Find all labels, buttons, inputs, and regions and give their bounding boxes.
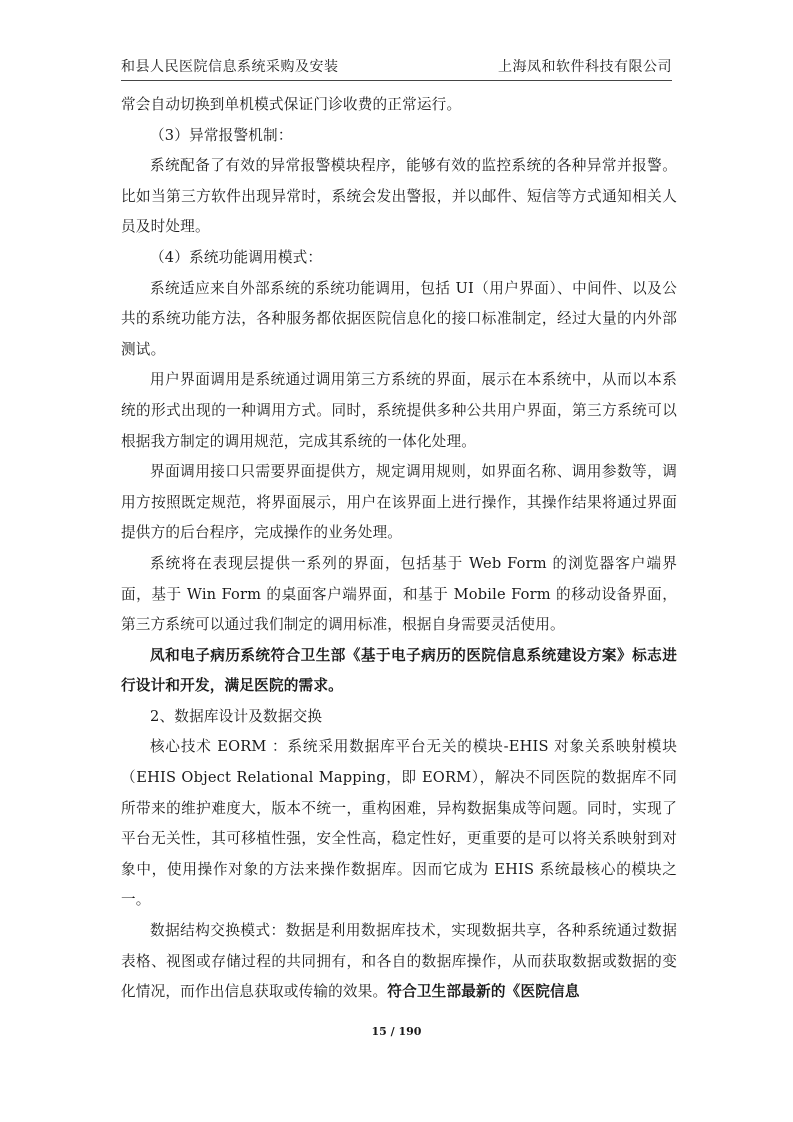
section-heading: （3）异常报警机制： (150, 126, 293, 144)
page-number: 15 / 190 (371, 1025, 422, 1038)
bold-statement: 符合卫生部最新的《医院信息 (387, 983, 580, 1001)
paragraph: 系统将在表现层提供一系列的界面，包括基于 Web Form 的浏览器客户端界面，基于 Win Form 的桌面客户端界面，和基于 Mobile Form 的移动设备界面，第三方系统可以通过我们制定的调用标准，根据自身需要灵活使用。 (121, 554, 677, 634)
bold-statement: 凤和电子病历系统符合卫生部《基于电子病历的医院信息系统建设方案》标志进行设计和开发，满足医院的需求。 (121, 646, 677, 695)
paragraph-text: 数据结构交换模式：数据是利用数据库技术，实现数据共享，各种系统通过数据表格、视图或存储过程的共同拥有，和各自的数据库操作，从而获取数据或数据的变化情况，而作出信息获取或传输的效果。 (121, 922, 677, 1001)
page-header (121, 52, 672, 81)
paragraph: 系统配备了有效的异常报警模块程序，能够有效的监控系统的各种异常并报警。比如当第三方软件出现异常时，系统会发出警报，并以邮件、短信等方式通知相关人员及时处理。 (121, 157, 677, 236)
document-body (121, 90, 677, 1008)
section-heading: （4）系统功能调用模式： (150, 248, 323, 266)
bold-paragraph (121, 641, 677, 702)
paragraph: 系统适应来自外部系统的系统功能调用，包括 UI（用户界面）、中间件、以及公共的系统功能方法，各种服务都依据医院信息化的接口标准制定，经过大量的内外部测试。 (121, 279, 677, 358)
paragraph: 界面调用接口只需要界面提供方，规定调用规则，如界面名称、调用参数等，调用方按照既定规范，将界面展示，用户在该界面上进行操作，其操作结果将通过界面提供方的后台程序，完成操作的业务处理。 (121, 463, 677, 542)
paragraph: 用户界面调用是系统通过调用第三方系统的界面，展示在本系统中，从而以本系统的形式出现的一种调用方式。同时，系统提供多种公共用户界面，第三方系统可以根据我方制定的调用规范，完成其系统的一体化处理。 (121, 371, 677, 450)
paragraph (121, 916, 677, 1008)
header-project-title: 和县人民医院信息系统采购及安装 (121, 59, 339, 75)
paragraph: 常会自动切换到单机模式保证门诊收费的正常运行。 (121, 96, 462, 113)
header-company-name: 上海凤和软件科技有限公司 (498, 59, 672, 75)
paragraph: 核心技术 EORM ：系统采用数据库平台无关的模块-EHIS 对象关系映射模块（EHIS Object Relational Mapping，即 EORM），解决不同医院的数据库不同所带来的维护难度大，版本不统一，重构困难，异构数据集成等问题。同时，实现了平台无关性，其可移植性强，安全性高，稳定性好，更重要的是可以将关系映射到对象中，使用操作对象的方法来操作数据库。因而它成为 EHIS 系统最核心的模块之一。 (121, 738, 677, 909)
section-heading: 2、数据库设计及数据交换 (150, 707, 323, 725)
